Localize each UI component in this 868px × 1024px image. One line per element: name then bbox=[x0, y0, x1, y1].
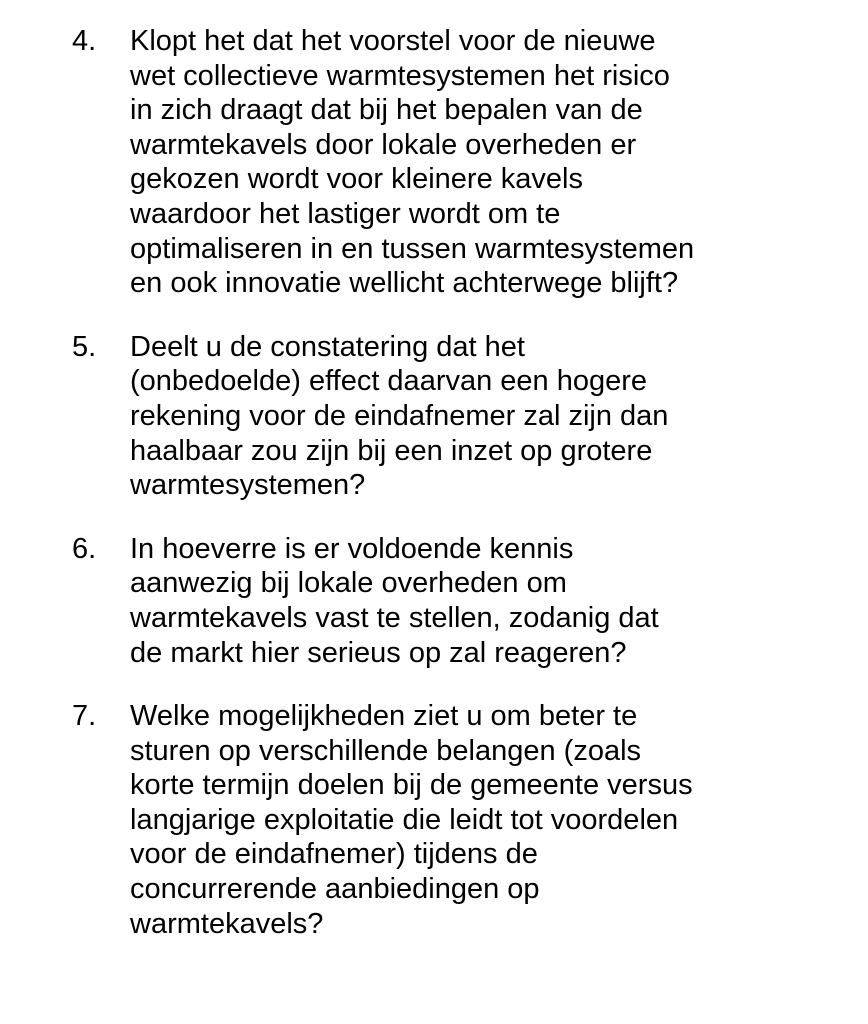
question-line: en ook innovatie wellicht achterwege blijft? bbox=[130, 267, 679, 300]
question-line: voor de eindafnemer) tijdens de bbox=[130, 838, 538, 871]
question-line: warmtekavels door lokale overheden er bbox=[130, 128, 637, 161]
question-line: Klopt het dat het voorstel voor de nieuwe bbox=[130, 25, 656, 57]
question-line: Welke mogelijkheden ziet u om beter te bbox=[130, 700, 638, 733]
question-number: 7. bbox=[72, 700, 97, 733]
question-line: concurrerende aanbiedingen op bbox=[130, 873, 540, 906]
question-line: optimaliseren in en tussen warmtesystemen bbox=[130, 232, 695, 265]
question-number: 5. bbox=[72, 330, 97, 363]
question-item bbox=[0, 24, 868, 301]
question-number: 6. bbox=[72, 532, 97, 565]
question-text bbox=[130, 699, 850, 941]
question-line: waardoor het lastiger wordt om te bbox=[130, 197, 561, 230]
question-item bbox=[0, 532, 868, 670]
question-line: In hoeverre is er voldoende kennis bbox=[130, 532, 574, 565]
question-number: 4. bbox=[72, 25, 97, 57]
question-line: rekening voor de eindafnemer zal zijn dan bbox=[130, 399, 669, 432]
question-line: in zich draagt dat bij het bepalen van de bbox=[130, 94, 643, 127]
question-line: gekozen wordt voor kleinere kavels bbox=[130, 163, 583, 196]
question-text bbox=[130, 532, 850, 670]
question-item bbox=[0, 699, 868, 941]
question-line: korte termijn doelen bij de gemeente versus bbox=[130, 769, 693, 802]
question-line: sturen op verschillende belangen (zoals bbox=[130, 734, 642, 767]
question-text bbox=[130, 24, 850, 301]
question-line: haalbaar zou zijn bij een inzet op grotere bbox=[130, 434, 653, 467]
question-line: wet collectieve warmtesystemen het risico bbox=[130, 59, 670, 92]
question-text bbox=[130, 330, 850, 503]
question-list bbox=[0, 24, 868, 970]
question-line: aanwezig bij lokale overheden om bbox=[130, 567, 567, 600]
question-line: warmtekavels? bbox=[130, 907, 324, 940]
question-item bbox=[0, 330, 868, 503]
question-line: langjarige exploitatie die leidt tot voordelen bbox=[130, 803, 679, 836]
question-line: warmtekavels vast te stellen, zodanig dat bbox=[130, 601, 659, 634]
question-line: Deelt u de constatering dat het bbox=[130, 330, 525, 363]
question-line: warmtesystemen? bbox=[130, 469, 366, 502]
question-line: de markt hier serieus op zal reageren? bbox=[130, 636, 627, 669]
question-line: (onbedoelde) effect daarvan een hogere bbox=[130, 365, 648, 398]
